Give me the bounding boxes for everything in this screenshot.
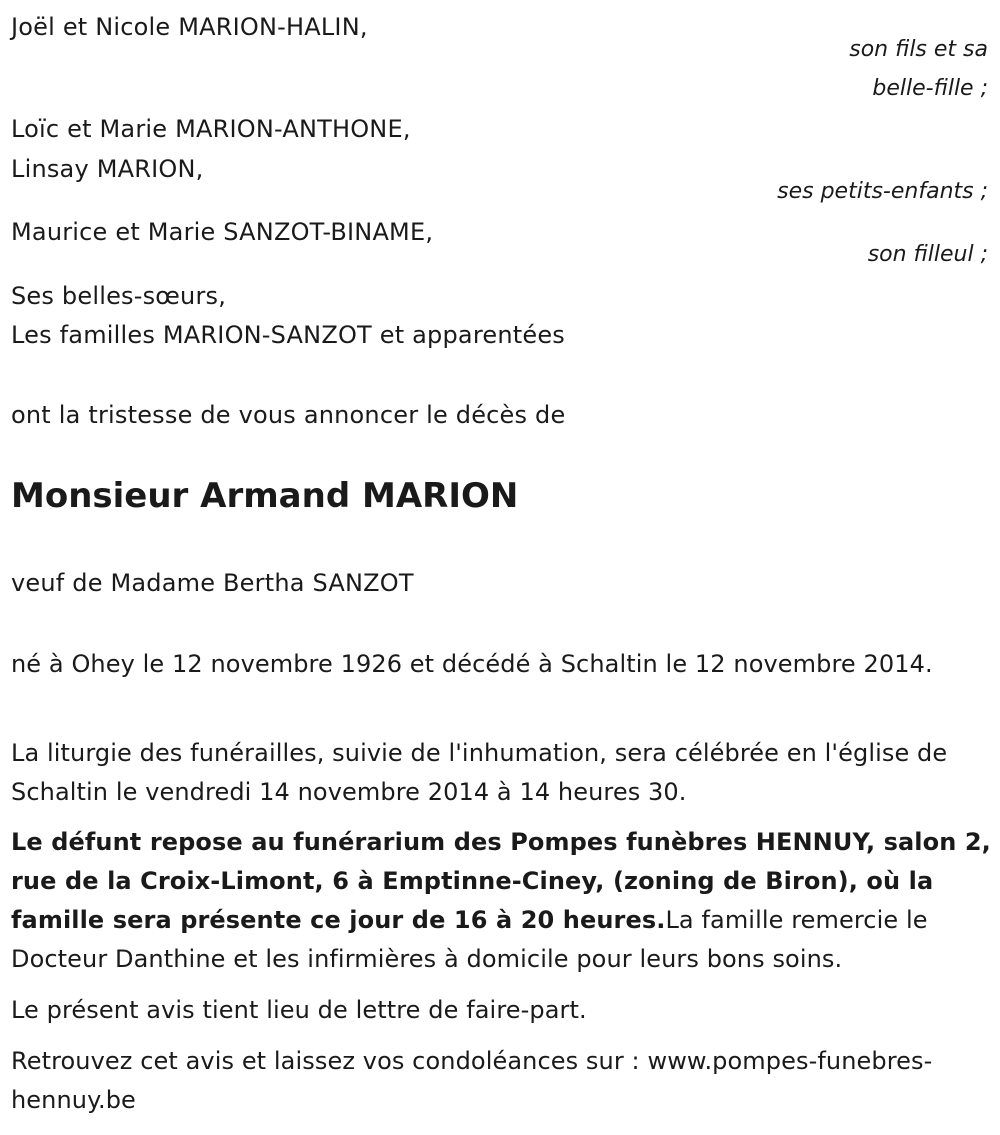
family-line-sisters-in-law: Ses belles-sœurs, — [11, 282, 227, 310]
relation-grandchildren: ses petits-enfants ; — [777, 179, 988, 204]
relation-son: son fils et sa — [849, 37, 988, 62]
family-line-maurice-marie: Maurice et Marie SANZOT-BINAME, — [11, 218, 434, 246]
notice-text: Le présent avis tient lieu de lettre de faire-part. — [11, 996, 587, 1024]
relation-daughter-in-law: belle-fille ; — [872, 76, 988, 101]
liturgy-text: La liturgie des funérailles, suivie de l'inhumation, sera célébrée en l'église de Schaltin le vendredi 14 novembre 2014 à 14 heures 30. — [11, 739, 948, 806]
family-line-loic-marie: Loïc et Marie MARION-ANTHONE, — [11, 115, 411, 143]
visitation-paragraph — [11, 823, 993, 979]
birth-death-text: né à Ohey le 12 novembre 1926 et décédé à Schaltin le 12 novembre 2014. — [11, 650, 933, 678]
family-line-joel-nicole: Joël et Nicole MARION-HALIN, — [11, 13, 368, 41]
visitation-bold-text: Le défunt repose au funérarium des Pompes funèbres HENNUY, salon 2, rue de la Croix-Limont, 6 à Emptinne-Ciney, (zoning de Biron), où la famille sera présente ce jour de 16 à 20 heures. — [11, 828, 991, 934]
family-line-families: Les familles MARION-SANZOT et apparentées — [11, 321, 565, 349]
widower-text: veuf de Madame Bertha SANZOT — [11, 569, 414, 597]
deceased-name: Monsieur Armand MARION — [11, 476, 519, 516]
relation-godson: son filleul ; — [867, 242, 988, 267]
thanks-text: La famille remercie le Docteur Danthine et les infirmières à domicile pour leurs bons soins. — [11, 906, 928, 973]
website-text: Retrouvez cet avis et laissez vos condoléances sur : www.pompes-funebres-hennuy.be — [11, 1047, 933, 1114]
family-line-linsay: Linsay MARION, — [11, 155, 204, 183]
announcement-text: ont la tristesse de vous annoncer le décès de — [11, 401, 566, 429]
